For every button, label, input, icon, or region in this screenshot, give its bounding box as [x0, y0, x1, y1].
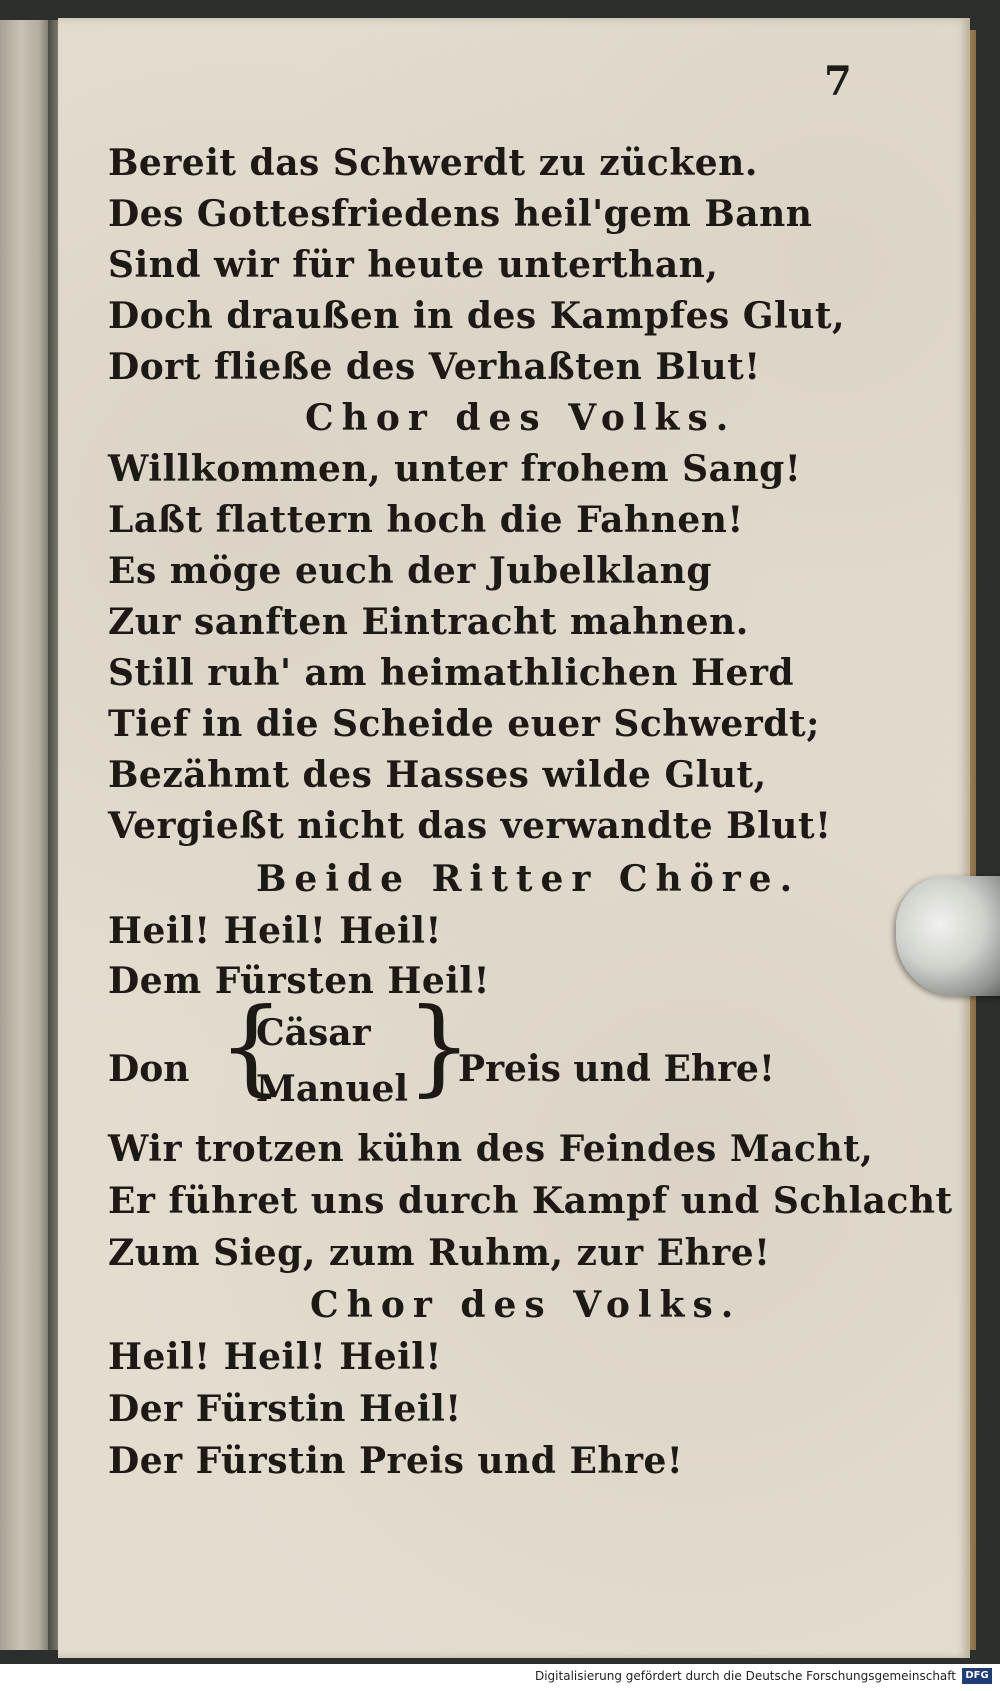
dfg-logo: DFG: [962, 1668, 992, 1684]
verse-line: Der Fürstin Heil!: [108, 1388, 462, 1430]
speaker-heading: Beide Ritter Chöre.: [256, 858, 801, 900]
verse-line: Willkommen, unter frohem Sang!: [108, 448, 802, 490]
speaker-heading: Chor des Volks.: [310, 1284, 742, 1326]
brace-prefix: Don: [108, 1048, 190, 1090]
footer-bar: [0, 1664, 1000, 1691]
footer-credit: Digitalisierung gefördert durch die Deutsche Forschungsgemeinschaft: [534, 1669, 956, 1683]
verse-line: Der Fürstin Preis und Ehre!: [108, 1440, 684, 1482]
verse-line: Tief in die Scheide euer Schwerdt;: [108, 703, 820, 745]
verse-line: Doch draußen in des Kampfes Glut,: [108, 295, 846, 337]
brace-name-1: Cäsar: [256, 1012, 371, 1054]
brace-name-2: Manuel: [256, 1068, 409, 1110]
verse-line: Zum Sieg, zum Ruhm, zur Ehre!: [108, 1232, 771, 1274]
left-brace: {: [218, 985, 285, 1107]
verse-line: Still ruh' am heimathlichen Herd: [108, 652, 795, 694]
verse-line: Es möge euch der Jubelklang: [108, 550, 712, 592]
verse-line: Des Gottesfriedens heil'gem Bann: [108, 193, 813, 235]
verse-line: Heil! Heil! Heil!: [108, 910, 442, 952]
verse-line: Zur sanften Eintracht mahnen.: [108, 601, 749, 643]
brace-group: [108, 985, 808, 1130]
verse-line: Sind wir für heute unterthan,: [108, 244, 719, 286]
page-number: 7: [824, 58, 852, 105]
verse-line: Dort fließe des Verhaßten Blut!: [108, 346, 761, 388]
verse-line: Bezähmt des Hasses wilde Glut,: [108, 754, 767, 796]
verse-line: Laßt flattern hoch die Fahnen!: [108, 499, 744, 541]
speaker-heading: Chor des Volks.: [305, 397, 737, 439]
brace-suffix: Preis und Ehre!: [458, 1048, 775, 1090]
left-page-edge: [0, 20, 52, 1650]
verse-line: Wir trotzen kühn des Feindes Macht,: [108, 1128, 874, 1170]
verse-line: Er führet uns durch Kampf und Schlacht: [108, 1180, 953, 1222]
verse-line: Heil! Heil! Heil!: [108, 1336, 442, 1378]
verse-line: Vergießt nicht das verwandte Blut!: [108, 805, 832, 847]
right-brace: }: [406, 985, 473, 1107]
verse-line: Bereit das Schwerdt zu zücken.: [108, 142, 758, 184]
verse-line: Dem Fürsten Heil!: [108, 960, 490, 1002]
